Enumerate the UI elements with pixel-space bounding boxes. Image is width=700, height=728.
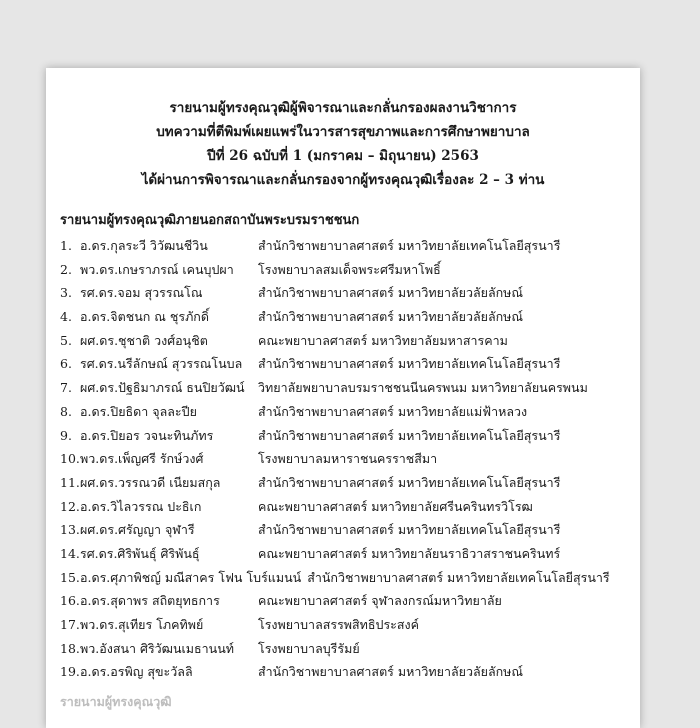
item-number: 11. bbox=[60, 474, 80, 490]
list-item bbox=[46, 660, 640, 684]
reviewer-name: รศ.ดร.จอม สุวรรณโณ bbox=[80, 285, 203, 301]
reviewer-name bbox=[80, 566, 610, 590]
list-item bbox=[46, 566, 640, 590]
reviewer-affiliation: โรงพยาบาลบุรีรัมย์ bbox=[258, 640, 360, 656]
item-number: 9. bbox=[60, 427, 72, 443]
list-item bbox=[46, 447, 640, 471]
reviewer-affiliation: สำนักวิชาพยาบาลศาสตร์ มหาวิทยาลัยวลัยลักษณ์ bbox=[258, 664, 524, 680]
reviewer-list bbox=[46, 234, 640, 684]
reviewer-name-text: อ.ดร.ศุภาพิชญ์ มณีสาคร โฟน โบร์แมนน์ bbox=[80, 569, 302, 585]
reviewer-affiliation: โรงพยาบาลสมเด็จพระศรีมหาโพธิ์ bbox=[258, 261, 441, 277]
list-item bbox=[46, 352, 640, 376]
reviewer-name: อ.ดร.จิตชนก ณ ชุรภักดิ์ bbox=[80, 309, 209, 325]
reviewer-name: อ.ดร.วิไลวรรณ ปะธิเก bbox=[80, 498, 202, 514]
reviewer-affiliation: คณะพยาบาลศาสตร์ มหาวิทยาลัยมหาสารคาม bbox=[258, 332, 508, 348]
header-review-note: ได้ผ่านการพิจารณาและกลั่นกรองจากผู้ทรงคุณวุฒิเรื่องละ 2 – 3 ท่าน bbox=[141, 172, 545, 188]
reviewer-affiliation: สำนักวิชาพยาบาลศาสตร์ มหาวิทยาลัยเทคโนโลยีสุรนารี bbox=[258, 427, 561, 443]
reviewer-affiliation: สำนักวิชาพยาบาลศาสตร์ มหาวิทยาลัยวลัยลักษณ์ bbox=[258, 285, 524, 301]
item-number: 17. bbox=[60, 617, 80, 632]
reviewer-affiliation: วิทยาลัยพยาบาลบรมราชชนนีนครพนม มหาวิทยาลัยนครพนม bbox=[258, 380, 588, 396]
reviewer-name: อ.ดร.กุลระวี วิวัฒนชีวิน bbox=[80, 238, 208, 253]
item-number: 4. bbox=[60, 309, 72, 325]
header-title: รายนามผู้ทรงคุณวุฒิผู้พิจารณาและกลั่นกรองผลงานวิชาการ bbox=[169, 100, 517, 116]
list-item bbox=[46, 495, 640, 519]
reviewer-affiliation: สำนักวิชาพยาบาลศาสตร์ มหาวิทยาลัยวลัยลักษณ์ bbox=[258, 309, 524, 325]
item-number: 5. bbox=[60, 332, 72, 348]
reviewer-affiliation: สำนักวิชาพยาบาลศาสตร์ มหาวิทยาลัยเทคโนโลยีสุรนารี bbox=[258, 522, 561, 538]
list-item bbox=[46, 542, 640, 566]
list-item bbox=[46, 305, 640, 329]
reviewer-affiliation: คณะพยาบาลศาสตร์ มหาวิทยาลัยนราธิวาสราชนครินทร์ bbox=[258, 545, 561, 561]
list-item bbox=[46, 637, 640, 661]
list-item bbox=[46, 234, 640, 258]
item-number: 1. bbox=[60, 238, 72, 253]
reviewer-name: พว.ดร.เกษราภรณ์ เคนบุปผา bbox=[80, 261, 234, 277]
reviewer-name: พว.อังสนา ศิริวัฒนเมธานนท์ bbox=[80, 640, 235, 656]
list-item bbox=[46, 281, 640, 305]
reviewer-name: พว.ดร.เพ็ญศรี รักษ์วงศ์ bbox=[80, 451, 204, 467]
reviewer-name: พว.ดร.สุเทียร โภคทิพย์ bbox=[80, 617, 204, 632]
next-section-title-cut-off: รายนามผู้ทรงคุณวุฒิ bbox=[60, 694, 172, 709]
list-item bbox=[46, 518, 640, 542]
reviewer-name: รศ.ดร.นรีลักษณ์ สุวรรณโนบล bbox=[80, 356, 243, 372]
reviewer-affiliation: โรงพยาบาลสรรพสิทธิประสงค์ bbox=[258, 617, 419, 632]
reviewer-affiliation: สำนักวิชาพยาบาลศาสตร์ มหาวิทยาลัยแม่ฟ้าหลวง bbox=[258, 403, 528, 419]
list-item bbox=[46, 613, 640, 637]
item-number: 3. bbox=[60, 285, 72, 301]
reviewer-name: รศ.ดร.ศิริพันธุ์ ศิริพันธุ์ bbox=[80, 545, 200, 561]
section-title: รายนามผู้ทรงคุณวุฒิภายนอกสถาบันพระบรมราชชนก bbox=[60, 213, 360, 228]
item-number: 8. bbox=[60, 403, 72, 419]
reviewer-affiliation: สำนักวิชาพยาบาลศาสตร์ มหาวิทยาลัยเทคโนโลยีสุรนารี bbox=[258, 474, 561, 490]
reviewer-affiliation: คณะพยาบาลศาสตร์ จุฬาลงกรณ์มหาวิทยาลัย bbox=[258, 593, 502, 609]
reviewer-name: ผศ.ดร.ปัฐธิมาภรณ์ ธนปิยวัฒน์ bbox=[80, 380, 245, 396]
reviewer-name: ผศ.ดร.ศรัญญา จุฬารี bbox=[80, 522, 195, 538]
reviewer-name: อ.ดร.ปิยธิดา จุลละปีย bbox=[80, 403, 197, 419]
list-item bbox=[46, 589, 640, 613]
list-item bbox=[46, 424, 640, 448]
item-number: 15. bbox=[60, 569, 80, 585]
header-issue: ปีที่ 26 ฉบับที่ 1 (มกราคม – มิถุนายน) 2563 bbox=[207, 148, 479, 164]
item-number: 7. bbox=[60, 380, 72, 396]
item-number: 18. bbox=[60, 640, 80, 656]
item-number: 14. bbox=[60, 545, 80, 561]
reviewer-name: อ.ดร.ปิยอร วจนะทินภัทร bbox=[80, 427, 214, 443]
document-header bbox=[46, 96, 640, 192]
list-item bbox=[46, 400, 640, 424]
list-item bbox=[46, 376, 640, 400]
reviewer-name: ผศ.ดร.ชุชาติ วงศ์อนุชิต bbox=[80, 332, 208, 348]
reviewer-name: ผศ.ดร.วรรณวดี เนียมสกุล bbox=[80, 474, 221, 490]
reviewer-affiliation: สำนักวิชาพยาบาลศาสตร์ มหาวิทยาลัยเทคโนโลยีสุรนารี bbox=[307, 569, 610, 585]
document-page bbox=[46, 68, 640, 728]
header-subtitle: บทความที่ตีพิมพ์เผยแพร่ในวารสารสุขภาพและการศึกษาพยาบาล bbox=[156, 124, 530, 140]
item-number: 16. bbox=[60, 593, 80, 609]
item-number: 12. bbox=[60, 498, 80, 514]
item-number: 13. bbox=[60, 522, 80, 538]
list-item bbox=[46, 329, 640, 353]
item-number: 10. bbox=[60, 451, 80, 467]
list-item bbox=[46, 258, 640, 282]
item-number: 2. bbox=[60, 261, 72, 277]
item-number: 19. bbox=[60, 664, 80, 680]
reviewer-affiliation: สำนักวิชาพยาบาลศาสตร์ มหาวิทยาลัยเทคโนโลยีสุรนารี bbox=[258, 238, 561, 253]
item-number: 6. bbox=[60, 356, 72, 372]
list-item bbox=[46, 471, 640, 495]
reviewer-name: อ.ดร.อรพิญ สุขะวัลลิ bbox=[80, 664, 193, 680]
reviewer-affiliation: คณะพยาบาลศาสตร์ มหาวิทยาลัยศรีนครินทรวิโรฒ bbox=[258, 498, 533, 514]
reviewer-affiliation: โรงพยาบาลมหาราชนครราชสีมา bbox=[258, 451, 438, 467]
reviewer-affiliation: สำนักวิชาพยาบาลศาสตร์ มหาวิทยาลัยเทคโนโลยีสุรนารี bbox=[258, 356, 561, 372]
reviewer-name: อ.ดร.สุดาพร สถิตยุทธการ bbox=[80, 593, 220, 609]
